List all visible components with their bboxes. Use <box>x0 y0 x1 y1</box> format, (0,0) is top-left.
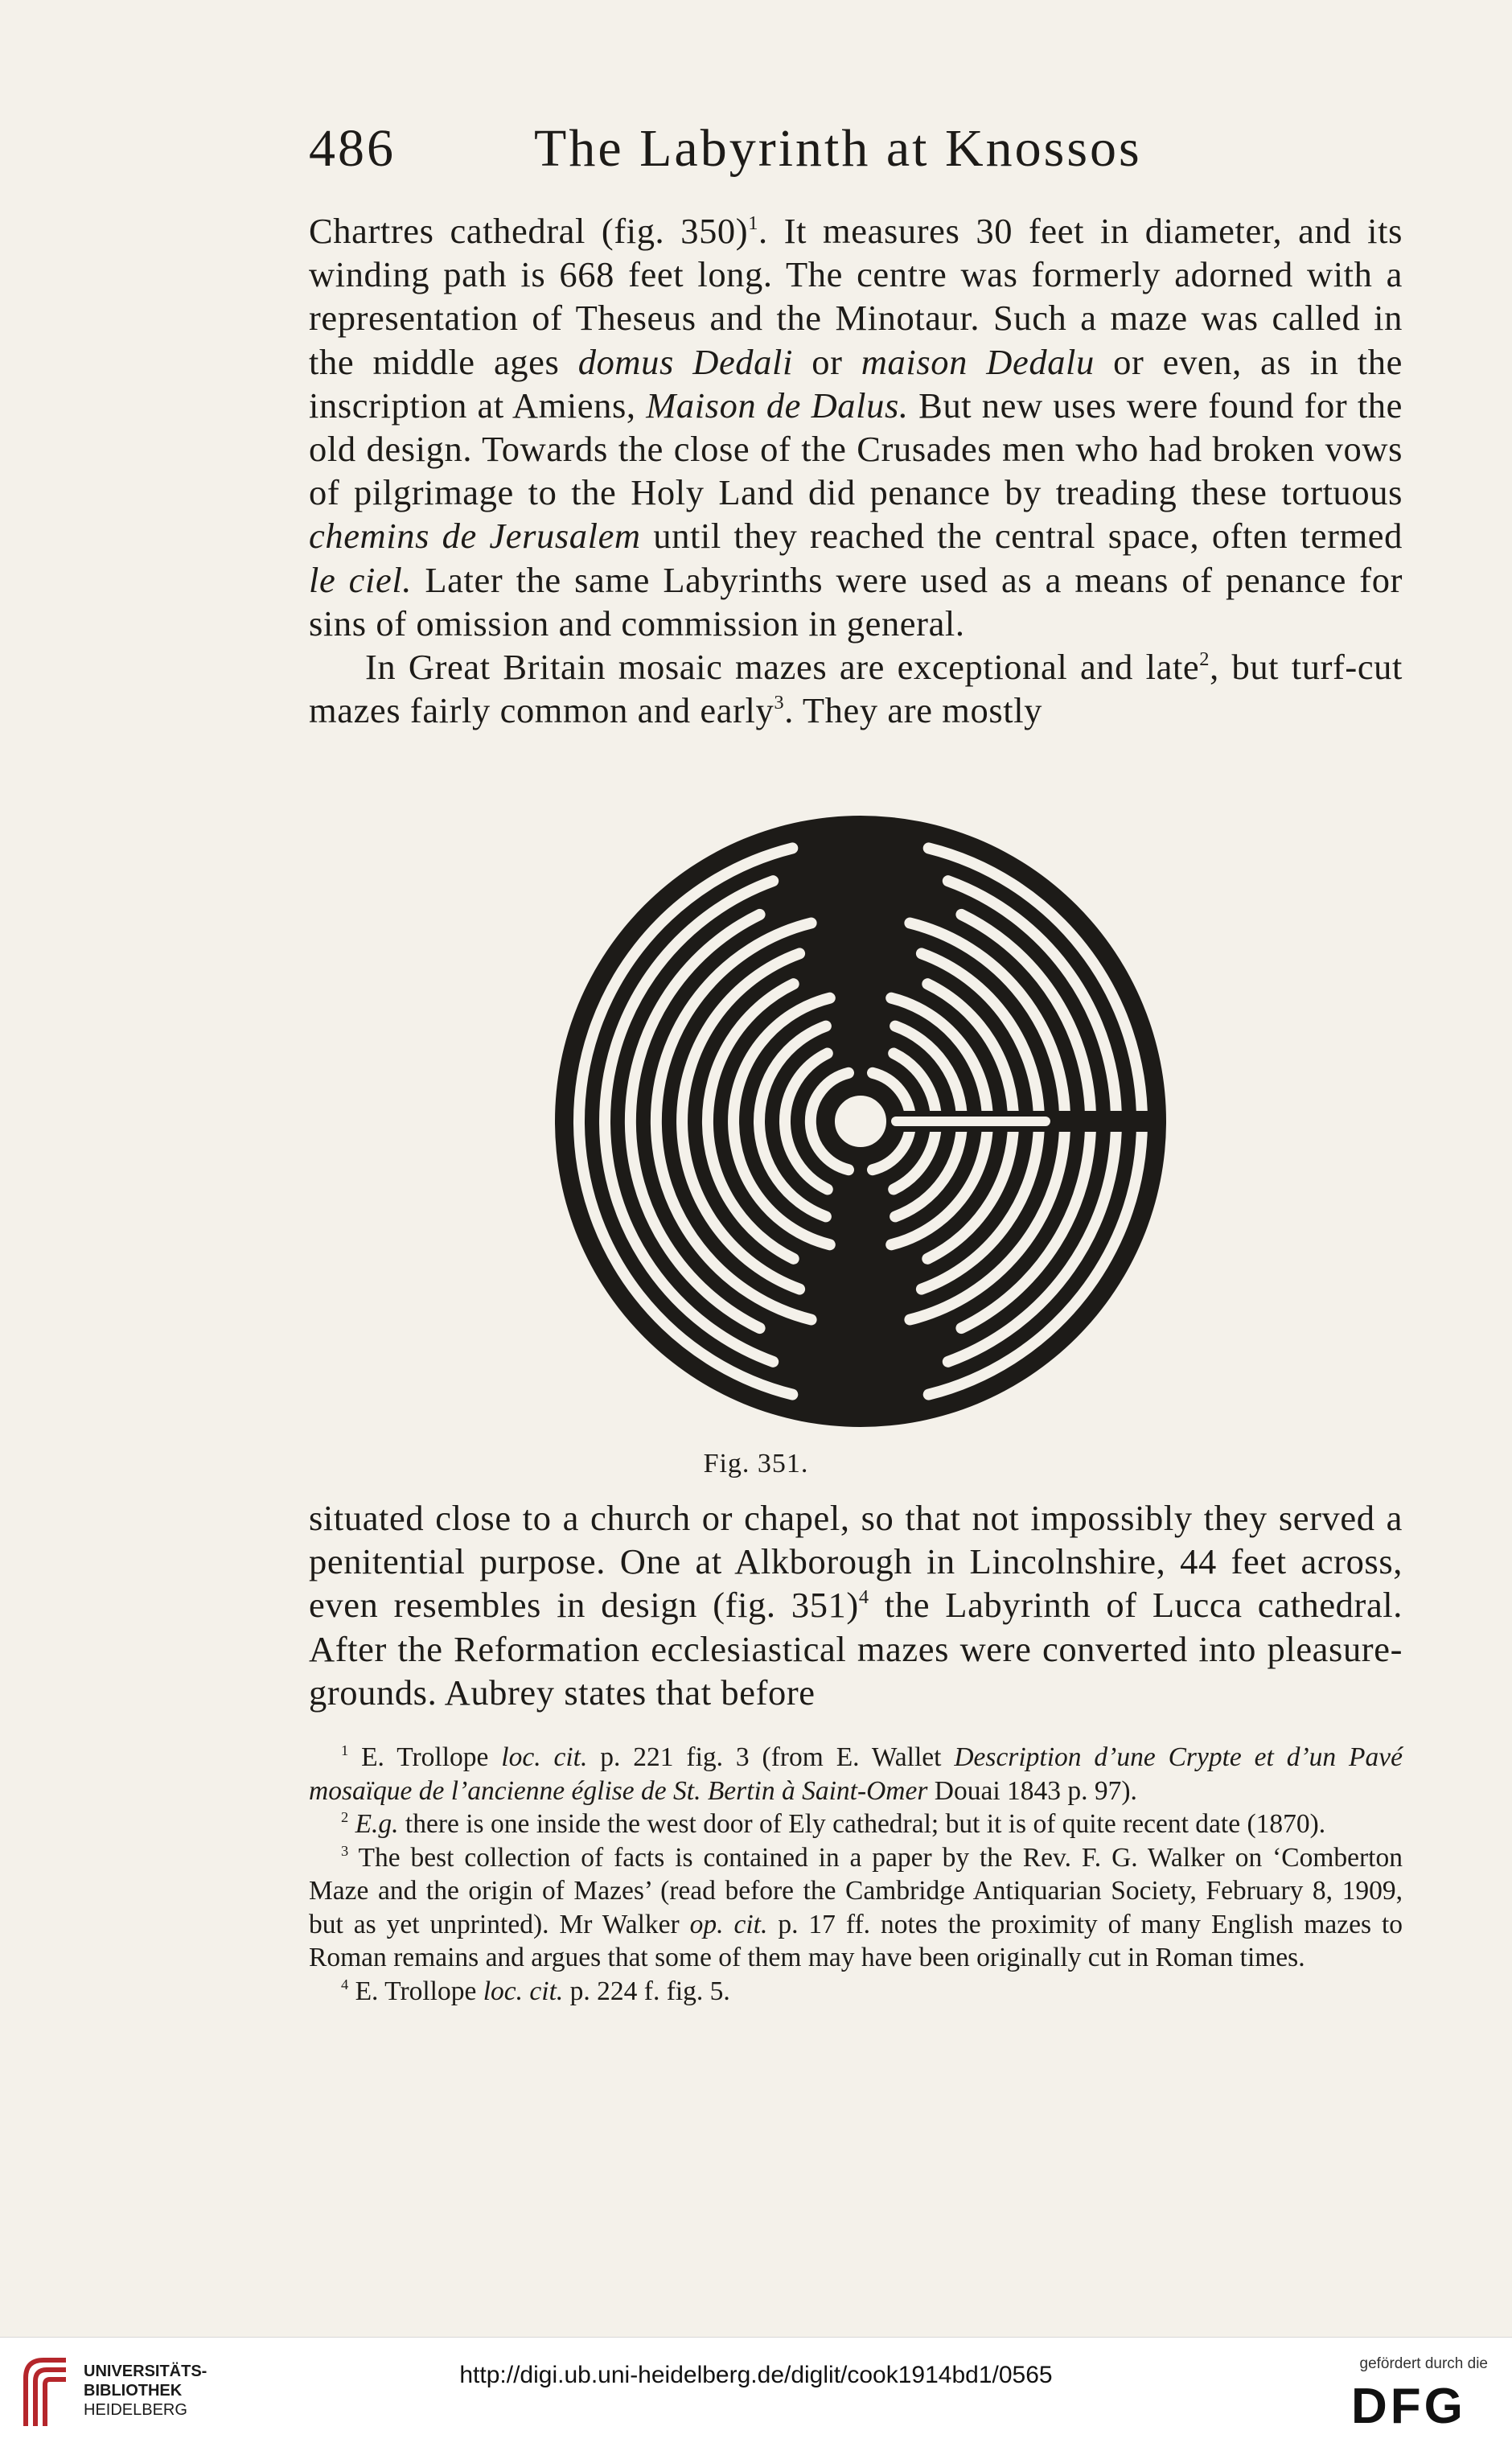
library-name: UNIVERSITÄTS- BIBLIOTHEK HEIDELBERG <box>84 2363 207 2419</box>
footnote-ref: 1 <box>748 212 759 234</box>
italic-phrase: chemins de Jerusalem <box>309 516 641 557</box>
footnote-ref: 4 <box>341 1976 349 1993</box>
footnote: $^3$ The best collection of facts is contained in a paper by the Rev. F. G. Walker on ‘Comberton Maze and the origin of Mazes’ (read before the Cambridge Antiquarian Society, February 8, 1909, but as yet unprinted). Mr Walker op. cit. p. 17 ff. notes the proximity of many English mazes to Roman remains and argues that some of them may have been originally cut in Roman times. <box>309 1842 1403 1972</box>
dfg-logo-icon <box>1351 2379 1488 2428</box>
paragraph: In Great Britain mosaic mazes are exceptional and late$^2$, but turf-cut mazes fairly common and early$^3$. They are mostly <box>309 647 1403 731</box>
running-title: The Labyrinth at Knossos <box>534 119 1142 178</box>
italic-phrase: le ciel. <box>309 559 413 600</box>
figure-caption: Fig. 351. <box>703 1449 809 1478</box>
svg-text:DFG: DFG <box>1351 2379 1466 2428</box>
italic-phrase: E.g. <box>355 1809 399 1839</box>
footnote-ref: 3 <box>341 1842 349 1859</box>
italic-phrase: loc. cit. <box>501 1742 588 1772</box>
italic-phrase: domus Dedali <box>577 341 793 382</box>
footnote: $^4$ E. Trollope loc. cit. p. 224 f. fig. 5. <box>341 1976 730 2006</box>
page-number: 486 <box>309 119 396 178</box>
footnote-ref: 3 <box>774 692 785 714</box>
italic-phrase: op. cit. <box>689 1909 768 1939</box>
body-text-bottom <box>309 1496 1403 1714</box>
library-footer <box>0 2337 1512 2447</box>
funding-note: gefördert durch die <box>1359 2355 1488 2372</box>
italic-phrase: Maison de Dalus. <box>646 385 909 426</box>
paragraph: Chartres cathedral (fig. 350)$^1$. It measures 30 feet in diameter, and its winding path is 668 feet long. The centre was formerly adorned with a representation of Theseus and the Minotaur. Such a maze was called in the middle ages domus Dedali or maison Dedalu or even, as in the inscription at Amiens, Maison de Dalus. But new uses were found for the old design. Towards the close of the Crusades men who had broken vows of pilgrimage to the Holy Land did penance by treading these tortuous chemins de Jerusalem until they reached the central space, often termed le ciel. Later the same Labyrinths were used as a means of penance for sins of omission and commission in general. <box>309 211 1403 644</box>
footnote: $^2$ E.g. there is one inside the west door of Ely cathedral; but it is of quite recent date (1870). <box>341 1809 1326 1839</box>
footnote-ref: 2 <box>341 1809 349 1826</box>
maze-centre <box>833 1094 888 1149</box>
italic-phrase: Description d’une Crypte et d’un Pavé mosaïque de l’ancienne église de St. Bertin à Saint-Omer <box>309 1742 1403 1806</box>
footnotes <box>309 1741 1403 2008</box>
footnote-ref: 4 <box>858 1586 869 1609</box>
footnote-ref: 1 <box>341 1742 349 1759</box>
footnote-ref: 2 <box>1199 648 1210 670</box>
permalink[interactable]: http://digi.ub.uni-heidelberg.de/diglit/cook1914bd1/0565 <box>459 2362 1053 2388</box>
italic-phrase: loc. cit. <box>483 1976 564 2006</box>
footnote: $^1$ E. Trollope loc. cit. p. 221 fig. 3 (from E. Wallet Description d’une Crypte et d’un Pavé mosaïque de l’ancienne église de St. Bertin à Saint-Omer Douai 1843 p. 97). <box>309 1742 1403 1806</box>
italic-phrase: maison Dedalu <box>861 341 1095 382</box>
paragraph: situated close to a church or chapel, so that not impossibly they served a penitential purpose. One at Alkborough in Lincolnshire, 44 feet across, even resembles in design (fig. 351)$^4$ the Labyrinth of Lucca cathedral. After the Reformation ecclesiastical mazes were converted into pleasure-grounds. Aubrey states that before <box>309 1498 1403 1713</box>
